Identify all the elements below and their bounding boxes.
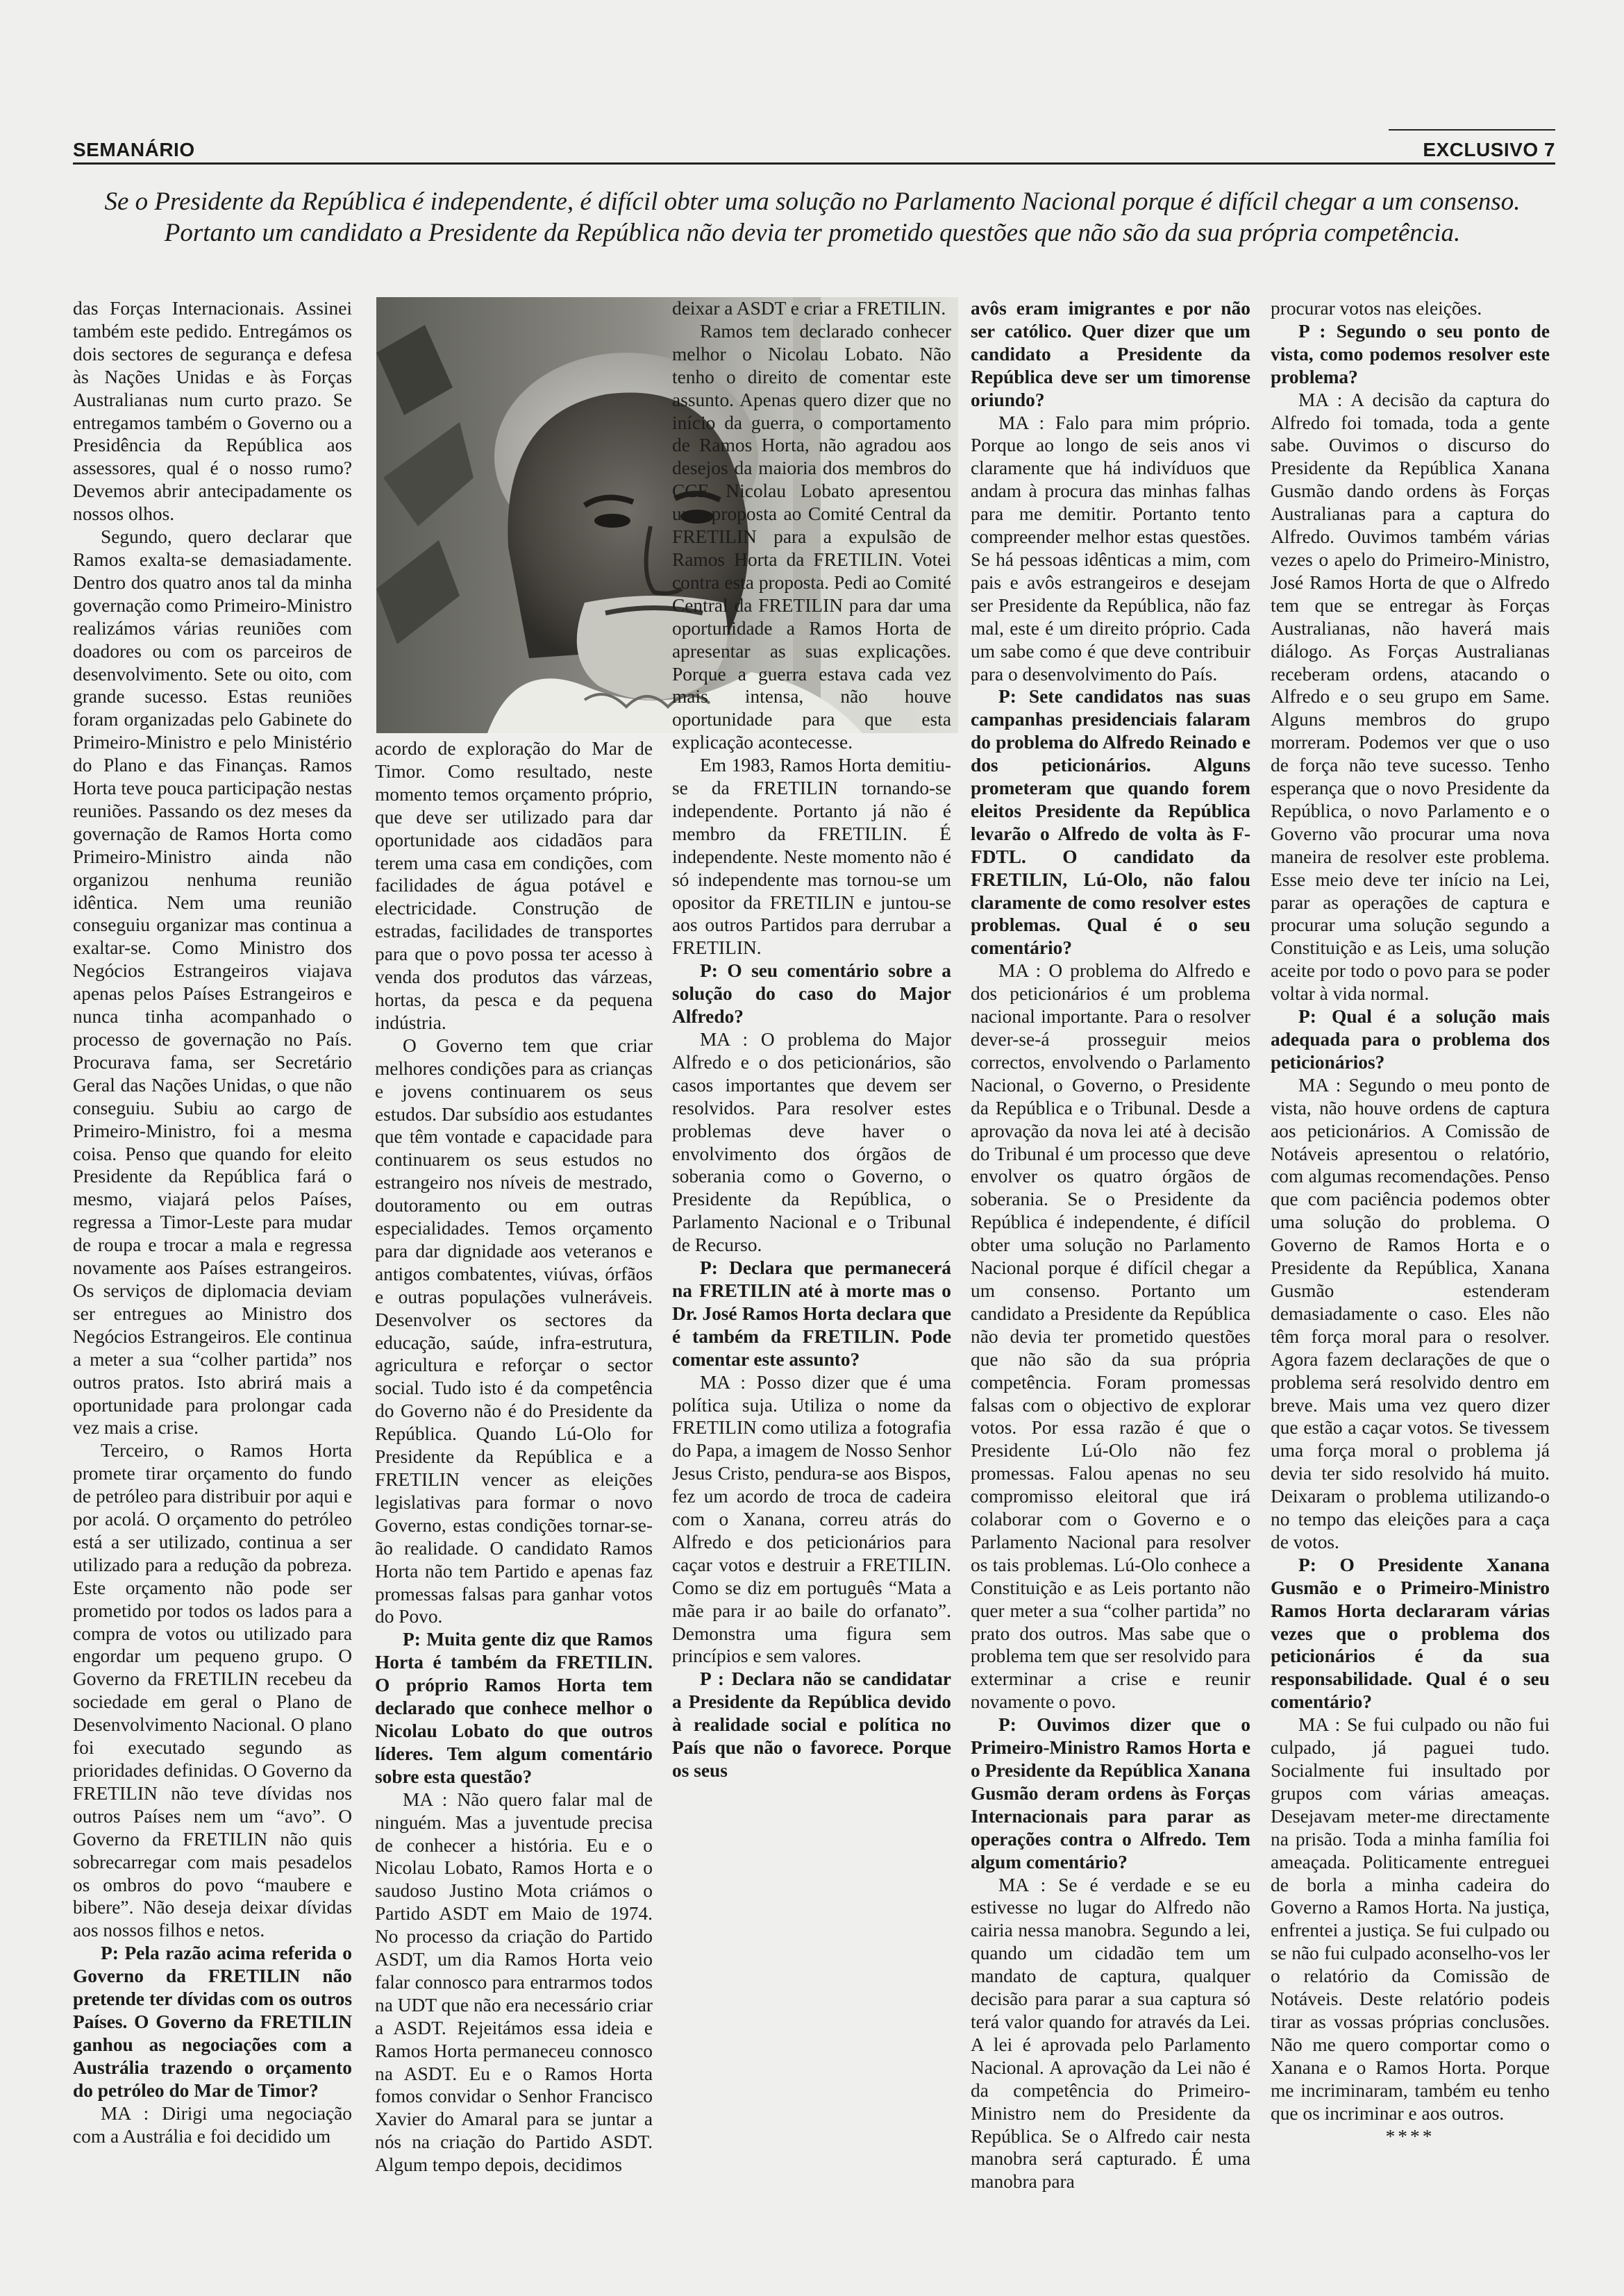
answer-paragraph: MA : Não quero falar mal de ninguém. Mas a juventude precisa de conhecer a história. Eu e o Nicolau Lobato, Ramos Horta e o saudoso Justino Mota criámos o Partido ASDT em Maio de 1974. No processo da criação do Partido ASDT, um dia Ramos Horta veio falar connosco para entrarmos todos na UDT que não era necessário criar a ASDT. Rejeitámos essa ideia e Ramos Horta permaneceu connosco na ASDT. Eu e o Ramos Horta fomos convidar o Senhor Francisco Xavier do Amaral para se juntar a nós na criação do Partido ASDT. Algum tempo depois, decidimos (375, 1788, 653, 2176)
question-paragraph: P: Declara que permanecerá na FRETILIN até à morte mas o Dr. José Ramos Horta declara que é também da FRETILIN. Pode comentar este assunto? (672, 1257, 951, 1370)
question-paragraph: P: Pela razão acima referida o Governo da FRETILIN não pretende ter dívidas com os outros Países. O Governo da FRETILIN ganhou as negociações com a Austrália trazendo o orçamento do petróleo do Mar de Timor? (73, 1943, 352, 2101)
question-paragraph: avôs eram imigrantes e por não ser católico. Quer dizer que um candidato a Presidente da República deve ser um timorense oriundo? (971, 298, 1250, 410)
answer-paragraph: MA : O problema do Alfredo e dos peticionários é um problema nacional importante. Para o resolver dever-se-á prosseguir meios correctos, envolvendo o Parlamento Nacional, o Governo, o Presidente da República e o Tribunal. Desde a aprovação da nova lei até à decisão do Tribunal é um processo que deve envolver os quatro órgãos de soberania. Se o Presidente da República é independente, é difícil obter uma solução no Parlamento Nacional porque é difícil chegar a um consenso. Portanto um candidato a Presidente da República não devia ter prometido questões que não são da sua própria competência. Foram promessas falsas com o objectivo de explorar votos. Por essa razão é que o Presidente Lú-Olo não fez promessas. Falou apenas no seu compromisso eleitoral que irá colaborar com o Governo e o Parlamento Nacional para resolver os tais problemas. Lú-Olo conhece a Constituição e as Leis portanto não quer meter a sua “colher partida” no prato dos outros. Mas sabe que o problema tem que ser resolvido para exterminar a crise e reunir novamente o povo. (971, 960, 1250, 1713)
article-column-2 (375, 737, 653, 2248)
question-paragraph: P : Declara não se candidatar a Presidente da República devido à realidade social e política no País que não o favorece. Porque os seus (672, 1668, 951, 1781)
answer-paragraph: Ramos tem declarado conhecer melhor o Nicolau Lobato. Não tenho o direito de comentar este assunto. Apenas quero dizer que no início da guerra, o comportamento de Ramos Horta, não agradou aos desejos da maioria dos membros do CCF. Nicolau Lobato apresentou uma proposta ao Comité Central da FRETILIN para a expulsão de Ramos Horta da FRETILIN. Votei contra esta proposta. Pedi ao Comité Central da FRETILIN para dar uma oportunidade a Ramos Horta de apresentar as suas explicações. Porque a guerra estava cada vez mais intensa, não houve oportunidade para que esta explicação acontecesse. (672, 320, 951, 753)
answer-paragraph: Terceiro, o Ramos Horta promete tirar orçamento do fundo de petróleo para distribuir por aqui e por acolá. O orçamento do petróleo está a ser utilizado, continua a ser utilizado para a redução da pobreza. Este orçamento não pode ser prometido por todos os lados para a compra de votos ou utilizado para engordar um pequeno grupo. O Governo da FRETILIN recebeu da sociedade em geral o Plano de Desenvolvimento Nacional. O plano foi executado segundo as prioridades definidas. O Governo da FRETILIN não teve dívidas nos outros Países nem um “avo”. O Governo da FRETILIN não quis sobrecarregar com mais pesadelos os ombros do povo “maubere e bibere”. Não deseja deixar dívidas aos nossos filhos e netos. (73, 1440, 352, 1941)
article-column-5 (1271, 297, 1550, 2248)
question-paragraph: P: Ouvimos dizer que o Primeiro-Ministro Ramos Horta e o Presidente da República Xanana Gusmão deram ordens às Forças Internacionais para parar as operações contra o Alfredo. Tem algum comentário? (971, 1714, 1250, 1872)
answer-paragraph: MA : Dirigi uma negociação com a Austrália e foi decidido um (73, 2102, 352, 2147)
question-paragraph: P: O seu comentário sobre a solução do caso do Major Alfredo? (672, 960, 951, 1028)
continued-paragraph: acordo de exploração do Mar de Timor. Como resultado, neste momento temos orçamento próprio, que deve ser utilizado para dar oportunidade aos cidadãos para terem uma casa em condições, com facilidades de água potável e electricidade. Construção de estradas, facilidades de transportes para que o povo possa ter acesso à venda dos produtos das várzeas, hortas, da pesca e da pequena indústria. (375, 738, 653, 1033)
continued-paragraph: procurar votos nas eleições. (1271, 298, 1482, 319)
article-column-4 (971, 297, 1250, 2248)
question-paragraph: P : Segundo o seu ponto de vista, como podemos resolver este problema? (1271, 320, 1550, 387)
continued-paragraph: das Forças Internacionais. Assinei também este pedido. Entregámos os dois sectores de segurança e defesa às Nações Unidas e às Forças Australianas num curto prazo. Se entregamos também o Governo ou a Presidência da República aos assessores, qual é o nosso rumo? Devemos abrir antecipadamente os nossos olhos. (73, 298, 352, 525)
answer-paragraph: MA : O problema do Major Alfredo e o dos peticionários, são casos importantes que devem ser resolvidos. Para resolver estes problemas deve haver o envolvimento dos órgãos de soberania como o Governo, o Presidente da República, o Parlamento Nacional e o Tribunal de Recurso. (672, 1029, 951, 1256)
section-page-label: EXCLUSIVO 7 (1423, 139, 1555, 160)
answer-paragraph: Segundo, quero declarar que Ramos exalta-se demasiadamente. Dentro dos quatro anos tal da minha governação como Primeiro-Ministro realizámos várias reuniões com doadores ou com os parceiros de desenvolvimento. Sete ou oito, com grande sucesso. Estas reuniões foram organizadas pelo Gabinete do Primeiro-Ministro e pelo Ministério do Plano e das Finanças. Ramos Horta teve pouca participação nestas reuniões. Passando os dez meses da governação de Ramos Horta como Primeiro-Ministro ainda não organizou nenhuma reunião idêntica. Nem uma reunião conseguiu organizar mas continua a exaltar-se. Como Ministro dos Negócios Estrangeiros viajava apenas pelos Países Estrangeiros e nunca tinha acompanhado o processo de governação no País. Procurava fama, ser Secretário Geral das Nações Unidas, o que não conseguiu. Subiu ao cargo de Primeiro-Ministro, foi a mesma coisa. Penso que quando for eleito Presidente da República fará o mesmo, viajará pelos Países, regressa a Timor-Leste para mudar de roupa e trocar a mala e regressa novamente aos Países estrangeiros. Os serviços de diplomacia deviam ser entregues ao Ministro dos Negócios Estrangeiros. Ele continua a meter a sua “colher partida” nos outros pratos. Isto abrirá mais a oportunidade para prolongar cada vez mais a crise. (73, 526, 352, 1439)
question-paragraph: P: Qual é a solução mais adequada para o problema dos peticionários? (1271, 1006, 1550, 1073)
end-mark: **** (1385, 2125, 1435, 2147)
answer-paragraph: MA : Se é verdade e se eu estivesse no lugar do Alfredo não cairia nessa manobra. Segundo a lei, quando um cidadão tem um mandato de captura, qualquer decisão para parar a sua captura só terá valor quando for através da Lei. A lei é aprovada pelo Parlamento Nacional. A aprovação da Lei não é da competência do Primeiro-Ministro nem do Presidente da República. Se o Alfredo cair nesta manobra será capturado. É uma manobra para (971, 1874, 1250, 2193)
answer-paragraph: MA : A decisão da captura do Alfredo foi tomada, toda a gente sabe. Ouvimos o discurso do Presidente da República Xanana Gusmão dando ordens às Forças Australianas para a captura do Alfredo. Ouvimos também várias vezes o apelo do Primeiro-Ministro, José Ramos Horta de que o Alfredo tem que se entregar às Forças Australianas, não haverá mais diálogo. As Forças Australianas receberam ordens, atacando o Alfredo e o seu grupo em Same. Alguns membros do grupo morreram. Podemos ver que o uso de força não teve sucesso. Tenho esperança que o novo Presidente da República, o novo Parlamento e o Governo vão procurar uma nova maneira de resolver este problema. Esse meio deve ter início na Lei, parar as operações de captura e procurar uma solução segundo a Constituição e as Leis, uma solução aceite por todo o povo para se poder voltar à vida normal. (1271, 389, 1550, 1005)
question-paragraph: P: O Presidente Xanana Gusmão e o Primeiro-Ministro Ramos Horta declararam várias vezes que o problema dos peticionários é da sua responsabilidade. Qual é o seu comentário? (1271, 1554, 1550, 1713)
answer-paragraph: O Governo tem que criar melhores condições para as crianças e jovens continuarem os seus estudos. Dar subsídio aos estudantes que têm vontade e capacidade para continuarem os seus estudos no estrangeiro nos níveis de mestrado, doutoramento ou em outras especialidades. Temos orçamento para dar dignidade aos veteranos e antigos combatentes, viúvas, órfãos e outras populações vulneráveis. Desenvolver os sectores da educação, saúde, infra-estrutura, agricultura e reforçar o sector social. Tudo isto é da competência do Governo não é do Presidente da República. Quando Lú-Olo for Presidente da República e a FRETILIN vencer as eleições legislativas para formar o novo Governo, estas condições tornar-se-ão realidade. O candidato Ramos Horta não tem Partido e apenas faz promessas falsas para ganhar votos do Povo. (375, 1034, 653, 1627)
article-column-1 (73, 297, 352, 2248)
answer-paragraph: MA : Segundo o meu ponto de vista, não houve ordens de captura aos peticionários. A Comissão de Notáveis apresentou o relatório, com algumas recomendações. Penso que com paciência podemos obter uma solução do problema. O Governo de Ramos Horta e o Presidente da República, Xanana Gusmão estenderam demasiadamente o caso. Eles não têm força moral para o resolver. Agora fazem declarações de que o problema será resolvido dentro em breve. Mais uma vez quero dizer que estão a caçar votos. Se tivessem uma força moral o problema já devia ter sido resolvido há muito. Deixaram o problema utilizando-o no tempo das eleições para a caça de votos. (1271, 1074, 1550, 1552)
header-top-rule (1389, 129, 1555, 131)
pull-quote: Se o Presidente da República é independente, é difícil obter uma solução no Parlamento Nacional porque é difícil chegar a um consenso. Portanto um candidato a Presidente da República não devia ter prometido questões que não são da sua própria competência. (104, 187, 1521, 247)
publication-name: SEMANÁRIO (73, 139, 195, 160)
article-column-3 (672, 297, 951, 2248)
answer-paragraph: MA : Falo para mim próprio. Porque ao longo de seis anos vi claramente que há indivíduos que andam à procura das minhas falhas para me demitir. Portanto tento compreender melhor estas questões. Se há pessoas idênticas a mim, com pais e avôs estrangeiros e desejam ser Presidente da República, não faz mal, este é um direito próprio. Cada um sabe como é que deve contribuir para o desenvolvimento do País. (971, 412, 1250, 685)
answer-paragraph: Em 1983, Ramos Horta demitiu-se da FRETILIN tornando-se independente. Portanto já não é membro da FRETILIN. É independente. Neste momento não é só independente mas tornou-se um opositor da FRETILIN e juntou-se aos outros Partidos para derrubar a FRETILIN. (672, 755, 951, 959)
answer-paragraph: MA : Posso dizer que é uma política suja. Utiliza o nome da FRETILIN como utiliza a fotografia do Papa, a imagem de Nosso Senhor Jesus Cristo, pendura-se aos Bispos, fez um acordo de troca de cadeira com o Xanana, correu atrás do Alfredo e dos peticionários para caçar votos e destruir a FRETILIN. Como se diz em português “Mata a mãe para ir ao baile do orfanato”. Demonstra uma figura sem princípios e sem valores. (672, 1371, 951, 1667)
continued-paragraph: deixar a ASDT e criar a FRETILIN. (672, 298, 946, 319)
answer-paragraph: MA : Se fui culpado ou não fui culpado, já paguei tudo. Socialmente fui insultado por grupos com várias ameaças. Desejavam meter-me directamente na prisão. Toda a minha família foi ameaçada. Politicamente entreguei de borla a minha cadeira do Governo a Ramos Horta. Na justiça, enfrentei a justiça. Se fui culpado ou se não fui culpado aconselho-vos ler o relatório da Comissão de Notáveis. Deste relatório podeis tirar as vossas próprias conclusões. Não me quero comportar como o Xanana e o Ramos Horta. Porque me incriminaram, também eu tenho que os incriminar e aos outros. (1271, 1714, 1550, 2124)
question-paragraph: P: Sete candidatos nas suas campanhas presidenciais falaram do problema do Alfredo Reinado e dos peticionários. Alguns prometeram que quando forem eleitos Presidente da República levarão o Alfredo de volta às F-FDTL. O candidato da FRETILIN, Lú-Olo, não falou claramente de como resolver estes problemas. Qual é o seu comentário? (971, 686, 1250, 959)
question-paragraph: P: Muita gente diz que Ramos Horta é também da FRETILIN. O próprio Ramos Horta tem declarado que conhece melhor o Nicolau Lobato do que outros líderes. Tem algum comentário sobre esta questão? (375, 1629, 653, 1787)
page-header (73, 139, 1555, 165)
